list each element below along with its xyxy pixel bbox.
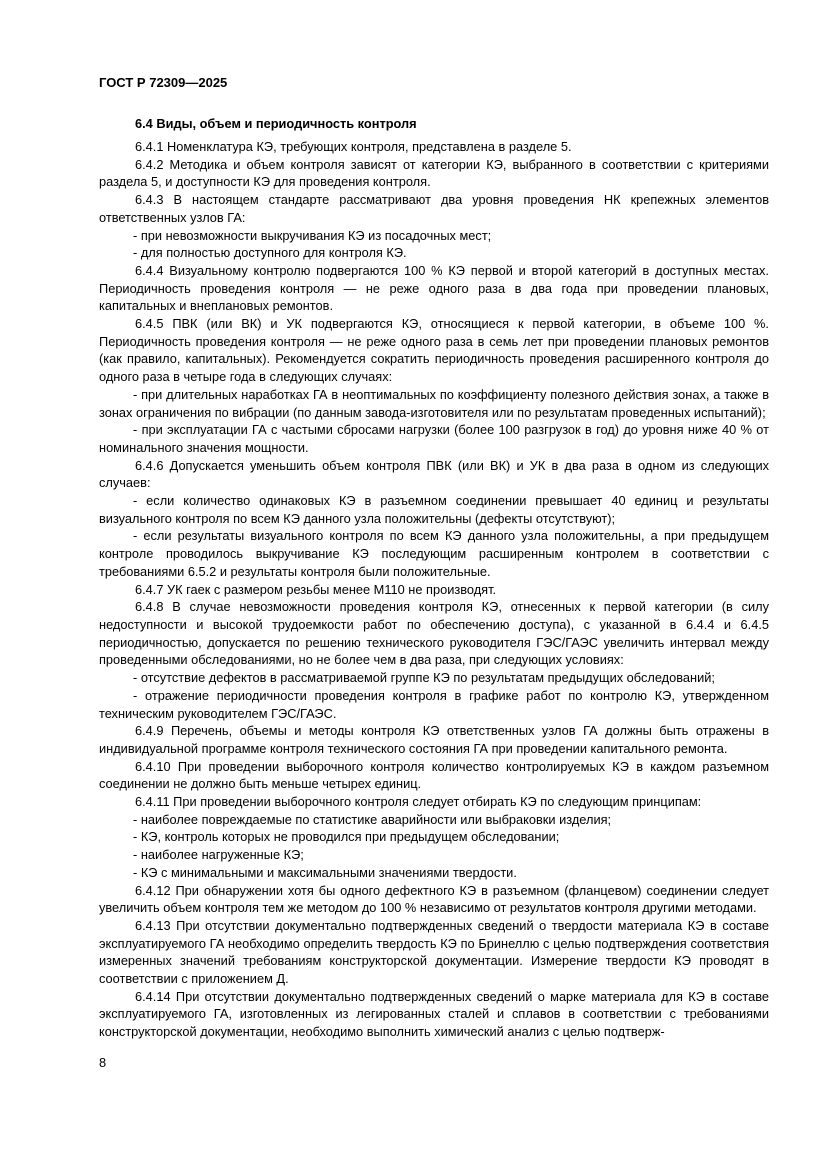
paragraph: 6.4.2 Методика и объем контроля зависят от категории КЭ, выбранного в соответствии с критериями раздела 5, и доступности КЭ для проведения контроля.: [99, 156, 769, 190]
list-item: - отражение периодичности проведения контроля в графике работ по контролю КЭ, утвержденном техническим руководителем ГЭС/ГАЭС.: [99, 687, 769, 721]
list-item: - при невозможности выкручивания КЭ из посадочных мест;: [133, 227, 492, 243]
list-item: - КЭ, контроль которых не проводился при предыдущем обследовании;: [133, 829, 560, 845]
list-item: - КЭ с минимальными и максимальными значениями твердости.: [133, 864, 517, 880]
document-body: [99, 138, 769, 1041]
paragraph: 6.4.7 УК гаек с размером резьбы менее М110 не производят.: [135, 581, 497, 597]
list-item: - для полностью доступного для контроля КЭ.: [133, 245, 407, 261]
list-item: - при длительных наработках ГА в неоптимальных по коэффициенту полезного действия зонах, а также в зонах ограничения по вибрации (по данным завода-изготовителя или по результатам проведенных испытаний);: [99, 386, 769, 420]
list-item: - если результаты визуального контроля по всем КЭ данного узла положительны, а при предыдущем контроле проводилось выкручивание КЭ последующим расширенным контролем в соответствии с требованиями 6.5.2 и результаты контроля были положительные.: [99, 528, 769, 579]
list-item: - отсутствие дефектов в рассматриваемой группе КЭ по результатам предыдущих обследований;: [133, 670, 715, 686]
paragraph: 6.4.5 ПВК (или ВК) и УК подвергаются КЭ, относящиеся к первой категории, в объеме 100 %. Периодичность проведения контроля — не реже одного раза в семь лет при проведении плановых ремонтов (как правило, капитальных). Рекомендуется сократить периодичность проведения расширенного контроля до одного раза в четыре года в следующих случаях:: [99, 316, 769, 385]
paragraph: 6.4.1 Номенклатура КЭ, требующих контроля, представлена в разделе 5.: [135, 139, 572, 154]
list-item: - если количество одинаковых КЭ в разъемном соединении превышает 40 единиц и результаты визуального контроля по всем КЭ данного узла положительны (дефекты отсутствуют);: [99, 493, 769, 526]
paragraph: 6.4.3 В настоящем стандарте рассматривают два уровня проведения НК крепежных элементов ответственных узлов ГА:: [99, 192, 769, 225]
list-item: - при эксплуатации ГА с частыми сбросами нагрузки (более 100 разгрузок в год) до уровня ниже 40 % от номинального значения мощности.: [99, 422, 769, 455]
paragraph: 6.4.6 Допускается уменьшить объем контроля ПВК (или ВК) и УК в два раза в одном из следующих случаев:: [99, 457, 769, 491]
paragraph: 6.4.9 Перечень, объемы и методы контроля КЭ ответственных узлов ГА должны быть отражены в индивидуальной программе контроля технического состояния ГА при проведении капитального ремонта.: [99, 723, 769, 756]
paragraph: 6.4.11 При проведении выборочного контроля следует отбирать КЭ по следующим принципам:: [135, 794, 702, 810]
document-header: ГОСТ Р 72309—2025: [99, 75, 228, 90]
paragraph: 6.4.12 При обнаружении хотя бы одного дефектного КЭ в разъемном (фланцевом) соединении следует увеличить объем контроля тем же методом до 100 % независимо от результатов контроля другими методами.: [99, 882, 769, 916]
section-title: 6.4 Виды, объем и периодичность контроля: [135, 116, 417, 131]
paragraph: 6.4.8 В случае невозможности проведения контроля КЭ, отнесенных к первой категории (в силу недоступности и высокой трудоемкости работ по обеспечению доступа), с указанной в 6.4.4 и 6.4.5 периодичностью, допускается по решению технического руководителя ГЭС/ГАЭС увеличить интервал между проведенными обследованиями, но не более чем в два раза, при следующих условиях:: [99, 599, 769, 668]
paragraph: 6.4.13 При отсутствии документально подтвержденных сведений о твердости материала КЭ в составе эксплуатируемого ГА необходимо определить твердость КЭ по Бринеллю с целью подтверждения соответствия измеренных значений требованиям конструкторской документации. Измерение твердости КЭ проводят в соответствии с приложением Д.: [99, 917, 769, 987]
paragraph: 6.4.10 При проведении выборочного контроля количество контролируемых КЭ в каждом разъемном соединении не должно быть меньше четырех единиц.: [99, 758, 769, 792]
list-item: - наиболее повреждаемые по статистике аварийности или выбраковки изделия;: [133, 811, 612, 827]
list-item: - наиболее нагруженные КЭ;: [133, 847, 304, 863]
page-number: 8: [99, 1055, 107, 1070]
paragraph: 6.4.4 Визуальному контролю подвергаются 100 % КЭ первой и второй категорий в доступных местах. Периодичность проведения контроля — не реже одного раза в два года при проведении плановых, капитальных и внеплановых ремонтов.: [99, 262, 769, 314]
paragraph: 6.4.14 При отсутствии документально подтвержденных сведений о марке материала для КЭ в составе эксплуатируемого ГА, изготовленных из легированных сталей и сплавов в соответствии с требованиями конструкторской документации, необходимо выполнить химический анализ с целью подтверж-: [99, 988, 769, 1040]
